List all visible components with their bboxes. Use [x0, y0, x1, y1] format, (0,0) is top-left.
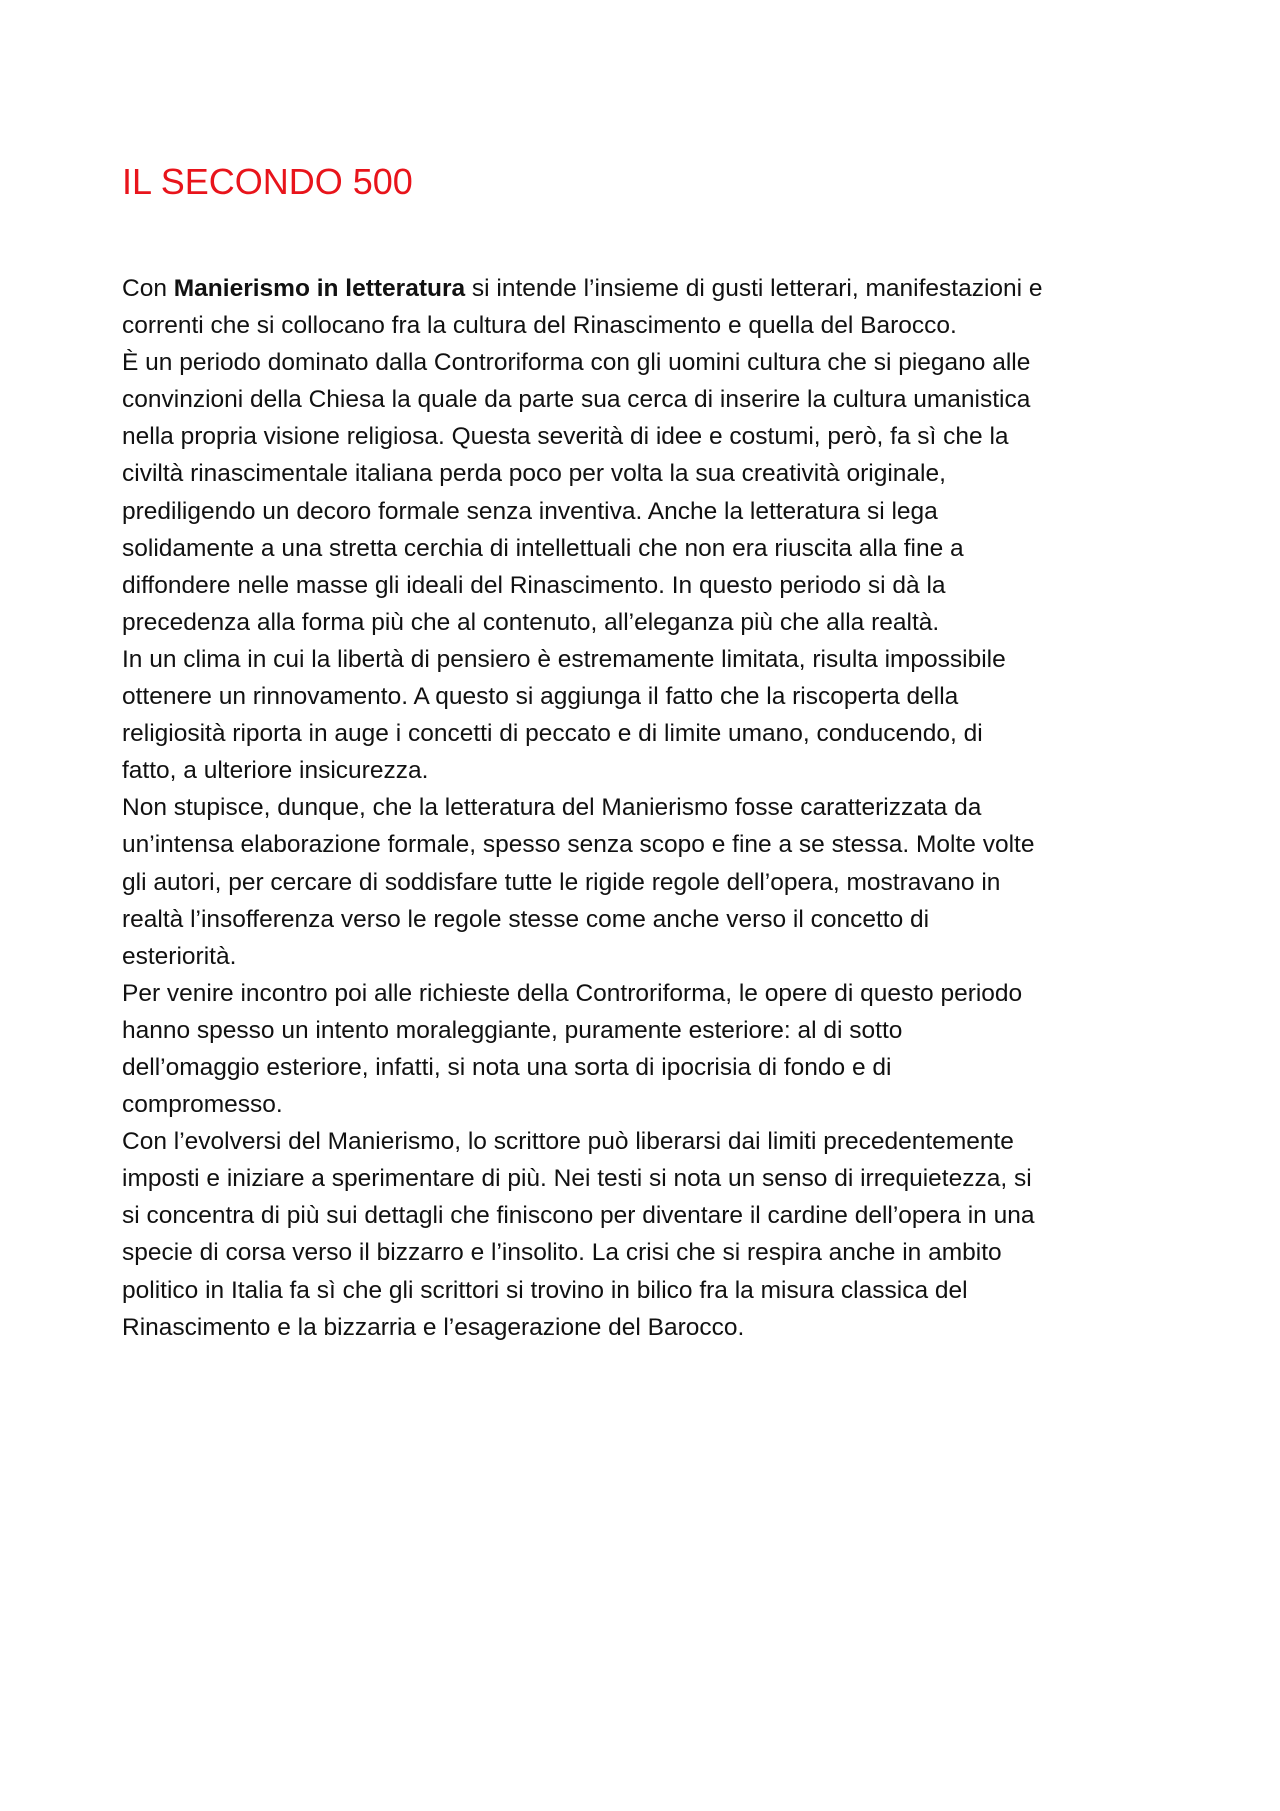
body-text	[122, 270, 1182, 1346]
text-line: civiltà rinascimentale italiana perda poco per volta la sua creatività originale,	[122, 460, 946, 488]
text-line: compromesso.	[122, 1091, 283, 1119]
text-line: Rinascimento e la bizzarria e l’esagerazione del Barocco.	[122, 1313, 745, 1341]
text-line: imposti e iniziare a sperimentare di più. Nei testi si nota un senso di irrequietezza, si	[122, 1165, 1032, 1193]
text-line: convinzioni della Chiesa la quale da parte sua cerca di inserire la cultura umanistica	[122, 386, 1031, 414]
text-line: solidamente a una stretta cerchia di intellettuali che non era riuscita alla fine a	[122, 534, 964, 562]
text-line: È un periodo dominato dalla Controriforma con gli uomini cultura che si piegano alle	[122, 349, 1031, 377]
intro-rest: si intende l’insieme di gusti letterari, manifestazioni e	[465, 275, 1043, 302]
text-line: diffondere nelle masse gli ideali del Rinascimento. In questo periodo si dà la	[122, 571, 946, 599]
intro-lead: Con	[122, 275, 174, 302]
text-line: nella propria visione religiosa. Questa severità di idee e costumi, però, fa sì che la	[122, 423, 1009, 451]
text-line: correnti che si collocano fra la cultura del Rinascimento e quella del Barocco.	[122, 312, 957, 340]
text-line: si concentra di più sui dettagli che finiscono per diventare il cardine dell’opera in una	[122, 1202, 1035, 1230]
intro-bold-term: Manierismo in letteratura	[173, 275, 466, 302]
text-line: dell’omaggio esteriore, infatti, si nota una sorta di ipocrisia di fondo e di	[122, 1053, 892, 1081]
text-line: ottenere un rinnovamento. A questo si aggiunga il fatto che la riscoperta della	[122, 683, 959, 711]
text-line: realtà l’insofferenza verso le regole stesse come anche verso il concetto di	[122, 905, 930, 933]
text-line: Con l’evolversi del Manierismo, lo scrittore può liberarsi dai limiti precedentemente	[122, 1128, 1014, 1156]
text-line: esteriorità.	[122, 942, 237, 970]
text-line: In un clima in cui la libertà di pensiero è estremamente limitata, risulta impossibile	[122, 645, 1006, 673]
text-line: gli autori, per cercare di soddisfare tutte le rigide regole dell’opera, mostravano in	[122, 868, 1001, 896]
text-line	[122, 270, 1182, 307]
text-line: un’intensa elaborazione formale, spesso senza scopo e fine a se stessa. Molte volte	[122, 831, 1035, 859]
text-line: religiosità riporta in auge i concetti di peccato e di limite umano, conducendo, di	[122, 720, 983, 748]
text-line: prediligendo un decoro formale senza inventiva. Anche la letteratura si lega	[122, 497, 938, 525]
text-line: specie di corsa verso il bizzarro e l’insolito. La crisi che si respira anche in ambito	[122, 1239, 1002, 1267]
text-line: precedenza alla forma più che al contenuto, all’eleganza più che alla realtà.	[122, 608, 940, 636]
text-line: politico in Italia fa sì che gli scrittori si trovino in bilico fra la misura classica del	[122, 1276, 968, 1304]
text-line: Non stupisce, dunque, che la letteratura del Manierismo fosse caratterizzata da	[122, 794, 982, 822]
text-line: fatto, a ulteriore insicurezza.	[122, 757, 429, 785]
text-line: hanno spesso un intento moraleggiante, puramente esteriore: al di sotto	[122, 1016, 903, 1044]
page-title: IL SECONDO 500	[122, 161, 413, 202]
text-line: Per venire incontro poi alle richieste della Controriforma, le opere di questo periodo	[122, 979, 1023, 1007]
